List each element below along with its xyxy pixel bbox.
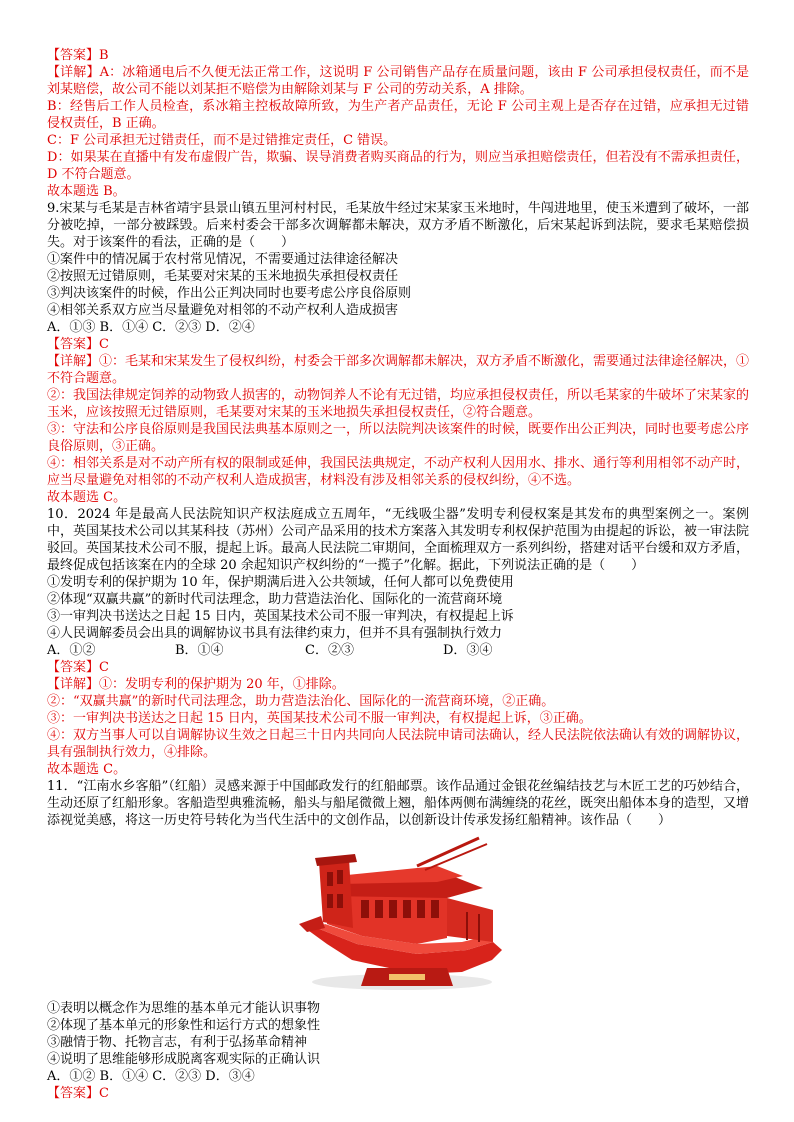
q9-options: A．①③ B．①④ C．②③ D．②④ (47, 320, 255, 335)
q11-item-3: ③融情于物、托物言志，有利于弘扬革命精神 (47, 1035, 308, 1050)
q10-item-2: ②体现“双赢共赢”的新时代司法理念，助力营造法治化、国际化的一流营商环境 (47, 592, 503, 607)
q10-detail-4: ④：双方当事人可以自调解协议生效之日起三十日内共同向人民法院申请司法确认，经人民法院依法确认有效的调解协议，具有强制执行效力，④排除。 (47, 728, 750, 760)
q11-options: A．①② B．①④ C．②③ D．③④ (47, 1069, 255, 1084)
q9-detail-3: ③：守法和公序良俗原则是我国民法典基本原则之一，所以法院判决该案件的时候，既要作出公正判决，同时也要考虑公序良俗原则，③正确。 (47, 422, 750, 454)
q9-item-2: ②按照无过错原则，毛某要对宋某的玉米地损失承担侵权责任 (47, 269, 399, 284)
q9-detail-2: ②：我国法律规定饲养的动物致人损害的，动物饲养人不论有无过错，均应承担侵权责任，所以毛某家的牛破坏了宋某家的玉米，应该按照无过错原则，毛某要对宋某的玉米地损失承担侵权责任，②符合题意。 (47, 388, 750, 420)
q11-item-2: ②体现了基本单元的形象性和运行方式的想象性 (47, 1018, 321, 1033)
q10-option-b: B．①④ (175, 643, 224, 658)
q10-detail-1: 【详解】①：发明专利的保护期为 20 年，①排除。 (47, 677, 345, 692)
q10-item-4: ④人民调解委员会出具的调解协议书具有法律约束力，但并不具有强制执行效力 (47, 626, 503, 641)
q11-answer: 【答案】C (47, 1086, 109, 1101)
q9-stem: 9.宋某与毛某是吉林省靖宇县景山镇五里河村村民，毛某放牛经过宋某家玉米地时，牛闯进地里，使玉米遭到了破坏，一部分被吃掉，一部分被踩毁。后来村委会干部多次调解都未解决，双方矛盾不断激化，后宋某起诉到法院，要求毛某赔偿损失。对于该案件的看法，正确的是（ ） (47, 201, 749, 250)
q10-stem: 10．2024 年是最高人民法院知识产权法庭成立五周年，“无线吸尘器”发明专利侵权案是其发布的典型案例之一。案例中，英国某技术公司以其某科技（苏州）公司产品采用的技术方案落入其发明专利权保护范围为由提起的诉讼，被一审法院驳回。英国某技术公司不服，提起上诉。最高人民法院二审期间，全面梳理双方一系列纠纷，搭建对话平台缓和双方矛盾，最终促成包括该案在内的全球 20 余起知识产权纠纷的“一揽子”化解。据此，下列说法正确的是（ ） (47, 507, 750, 573)
q9-item-4: ④相邻关系双方应当尽量避免对相邻的不动产权利人造成损害 (47, 303, 399, 318)
q10-answer: 【答案】C (47, 660, 109, 675)
q11-item-1: ①表明以概念作为思维的基本单元才能认识事物 (47, 1001, 321, 1016)
red-boat-illustration (297, 832, 507, 998)
q8-detail-d: D：如果某在直播中有发布虚假广告，欺骗、误导消费者购买商品的行为，则应当承担赔偿责任，但若没有不需承担责任，D 不符合题意。 (47, 150, 749, 182)
q8-conclusion: 故本题选 B。 (47, 184, 126, 199)
q8-detail-b: B：经售后工作人员检查，系冰箱主控板故障所致，为生产者产品责任，无论 F 公司主观上是否存在过错，应承担无过错侵权责任，B 正确。 (47, 99, 749, 131)
q9-detail-4: ④：相邻关系是对不动产所有权的限制或延伸，我国民法典规定，不动产权利人因用水、排水、通行等利用相邻不动产时，应当尽量避免对相邻的不动产权利人造成损害，材料没有涉及相邻关系的侵权纠纷，④不选。 (47, 456, 750, 488)
q10-option-c: C．②③ (305, 643, 354, 658)
q9-conclusion: 故本题选 C。 (47, 490, 127, 505)
q10-options (47, 642, 749, 659)
q10-item-1: ①发明专利的保护期为 10 年，保护期满后进入公共领域，任何人都可以免费使用 (47, 575, 514, 590)
q11-stem: 11．“江南水乡客船”（红船）灵感来源于中国邮政发行的红船邮票。该作品通过金银花丝编结技艺与木匠工艺的巧妙结合，生动还原了红船形象。客船造型典雅流畅，船头与船尾微微上翘，船体两侧布满缠绕的花丝，既突出船体本身的造型，又增添视觉美感，将这一历史符号转化为当代生活中的文创作品，以创新设计传承发扬红船精神。该作品（ ） (47, 779, 750, 828)
q8-detail-c: C：F 公司承担无过错责任，而不是过错推定责任，C 错误。 (47, 133, 397, 148)
q8-detail-a: 【详解】A：冰箱通电后不久便无法正常工作，这说明 F 公司销售产品存在质量问题，该由 F 公司承担侵权责任，而不是刘某赔偿，故公司不能以刘某拒不赔偿为由解除刘某与 F 公司的劳动关系，A 排除。 (47, 65, 749, 97)
q10-option-d: D．③④ (443, 643, 493, 658)
q10-item-3: ③一审判决书送达之日起 15 日内，英国某技术公司不服一审判决，有权提起上诉 (47, 609, 514, 624)
q9-item-3: ③判决该案件的时候，作出公正判决同时也要考虑公序良俗原则 (47, 286, 412, 301)
q9-item-1: ①案件中的情况属于农村常见情况，不需要通过法律途径解决 (47, 252, 399, 267)
q10-option-a: A．①② (47, 643, 96, 658)
q11-item-4: ④说明了思维能够形成脱离客观实际的正确认识 (47, 1052, 321, 1067)
q10-detail-2: ②：“双赢共赢”的新时代司法理念，助力营造法治化、国际化的一流营商环境，②正确。 (47, 694, 555, 709)
q9-answer: 【答案】C (47, 337, 109, 352)
document-page (47, 47, 749, 1102)
q10-detail-3: ③：一审判决书送达之日起 15 日内，英国某技术公司不服一审判决，有权提起上诉，③正确。 (47, 711, 592, 726)
q9-detail-1: 【详解】①：毛某和宋某发生了侵权纠纷，村委会干部多次调解都未解决，双方矛盾不断激化，需要通过法律途径解决，①不符合题意。 (47, 354, 750, 386)
red-boat-figure (47, 832, 749, 998)
q8-answer: 【答案】B (47, 48, 109, 63)
q10-conclusion: 故本题选 C。 (47, 762, 127, 777)
